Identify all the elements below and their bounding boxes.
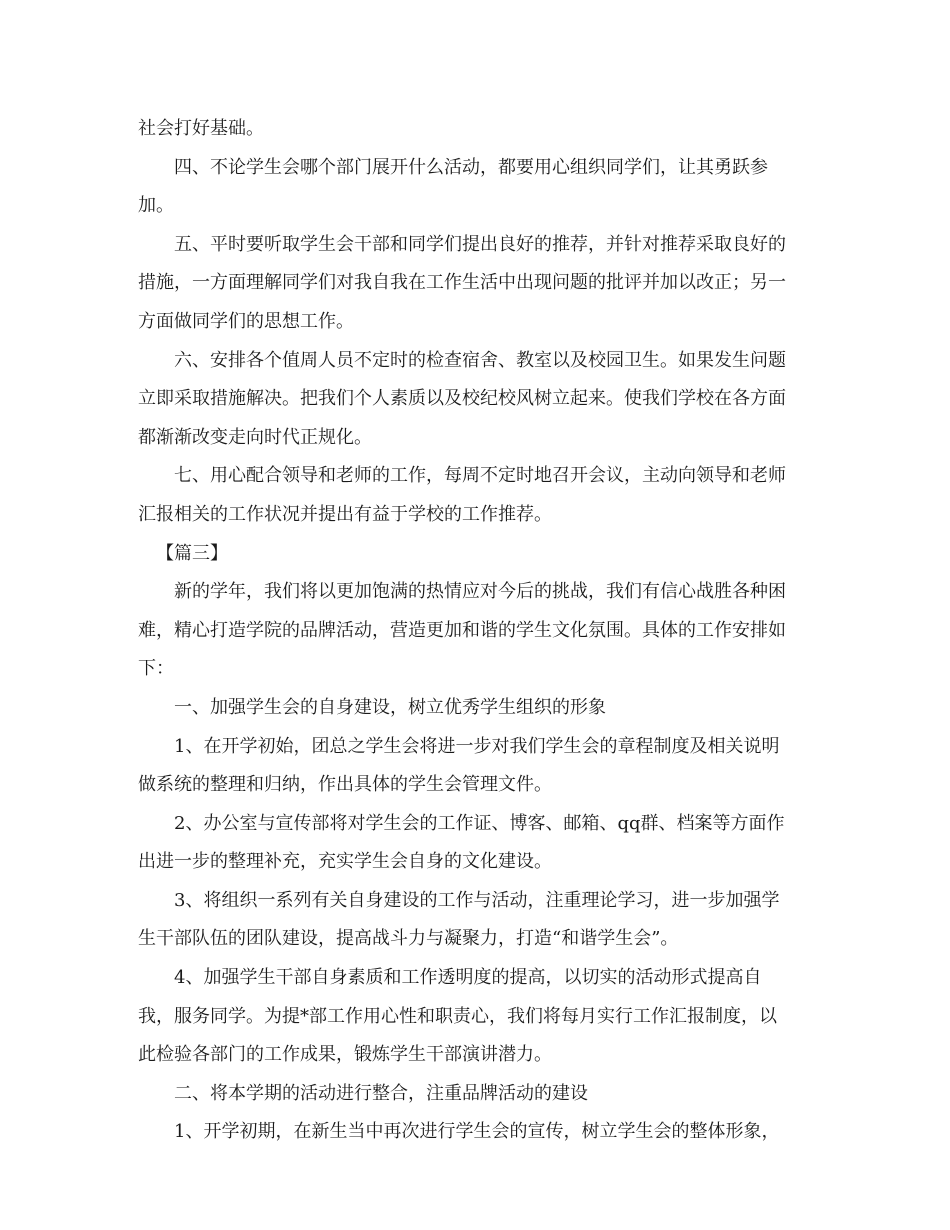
text-line: 二、将本学期的活动进行整合，注重品牌活动的建设 [174, 1082, 588, 1104]
text-line: 做系统的整理和归纳，作出具体的学生会管理文件。 [138, 774, 552, 796]
text-line: 加。 [138, 195, 174, 217]
text-line: 出进一步的整理补充，充实学生会自身的文化建设。 [138, 851, 552, 873]
text-line: 2、办公室与宣传部将对学生会的工作证、博客、邮箱、qq群、档案等方面作 [174, 812, 785, 834]
text-line: 立即采取措施解决。把我们个人素质以及校纪校风树立起来。使我们学校在各方面 [138, 388, 786, 410]
text-line: 一、加强学生会的自身建设，树立优秀学生组织的形象 [174, 696, 606, 718]
text-line: 汇报相关的工作状况并提出有益于学校的工作推荐。 [138, 503, 552, 525]
text-line: 4、加强学生干部自身素质和工作透明度的提高，以切实的活动形式提高自 [174, 967, 762, 989]
text-line: 1、在开学初始，团总之学生会将进一步对我们学生会的章程制度及相关说明 [174, 735, 780, 757]
text-line: 都渐渐改变走向时代正规化。 [138, 426, 372, 448]
text-line: 七、用心配合领导和老师的工作，每周不定时地召开会议，主动向领导和老师 [174, 465, 786, 487]
text-line: 下： [138, 658, 174, 680]
document-body [138, 110, 818, 1152]
text-line: 四、不论学生会哪个部门展开什么活动，都要用心组织同学们，让其勇跃参 [174, 156, 768, 178]
text-line: 此检验各部门的工作成果，锻炼学生干部演讲潜力。 [138, 1044, 552, 1066]
section-heading: 【篇三】 [156, 542, 228, 564]
text-line: 生干部队伍的团队建设，提高战斗力与凝聚力，打造“和谐学生会”。 [138, 928, 679, 950]
text-line: 方面做同学们的思想工作。 [138, 310, 354, 332]
text-line: 3、将组织一系列有关自身建设的工作与活动，注重理论学习，进一步加强学 [174, 889, 780, 911]
text-line: 1、开学初期，在新生当中再次进行学生会的宣传，树立学生会的整体形象， [174, 1121, 780, 1143]
text-line: 新的学年，我们将以更加饱满的热情应对今后的挑战，我们有信心战胜各种困 [174, 581, 786, 603]
text-line: 六、安排各个值周人员不定时的检查宿舍、教室以及校园卫生。如果发生问题 [174, 349, 786, 371]
text-line: 社会打好基础。 [138, 118, 264, 139]
text-line: 措施，一方面理解同学们对我自我在工作生活中出现问题的批评并加以改正；另一 [138, 272, 786, 294]
text-line: 难，精心打造学院的品牌活动，营造更加和谐的学生文化氛围。具体的工作安排如 [138, 619, 786, 641]
text-line: 我，服务同学。为提*部工作用心性和职责心，我们将每月实行工作汇报制度，以 [138, 1005, 777, 1027]
text-line: 五、平时要听取学生会干部和同学们提出良好的推荐，并针对推荐采取良好的 [174, 233, 786, 255]
